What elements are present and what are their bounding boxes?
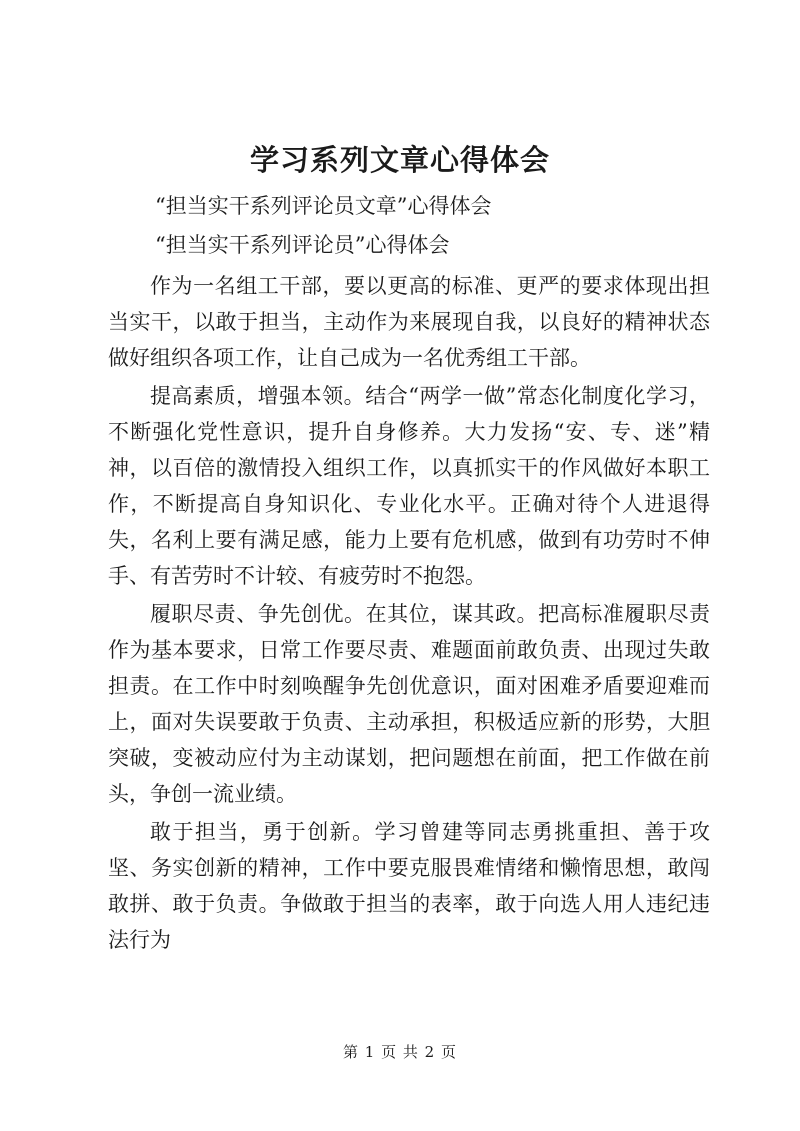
page-number: 第 1 页 共 2 页 <box>343 1043 457 1061</box>
document-body <box>108 268 710 960</box>
paragraph-dare-to-innovate: 敢于担当，勇于创新。学习曾建等同志勇挑重担、善于攻坚、务实创新的精神，工作中要克服畏难情绪和懒惰思想，敢闯敢拼、敢于负责。争做敢于担当的表率，敢于向选人用人违纪违法行为 <box>108 820 710 952</box>
paragraph-intro: 作为一名组工干部，要以更高的标准、更严的要求体现出担当实干，以敢于担当，主动作为来展现自我，以良好的精神状态做好组织各项工作，让自己成为一名优秀组工干部。 <box>108 274 710 370</box>
paragraph-fulfill-duties: 履职尽责、争先创优。在其位，谋其政。把高标准履职尽责作为基本要求，日常工作要尽责、难题面前敢负责、出现过失敢担责。在工作中时刻唤醒争先创优意识，面对困难矛盾要迎难而上，面对失误要敢于负责、主动承担，积极适应新的形势，大胆突破，变被动应付为主动谋划，把问题想在前面，把工作做在前头，争创一流业绩。 <box>108 602 710 806</box>
subtitle-2: “担当实干系列评论员”心得体会 <box>155 233 450 257</box>
paragraph-improve-quality: 提高素质，增强本领。结合“两学一做”常态化制度化学习，不断强化党性意识，提升自身修养。大力发扬“安、专、迷”精神，以百倍的激情投入组织工作，以真抓实干的作风做好本职工作，不断提高自身知识化、专业化水平。正确对待个人进退得失，名利上要有满足感，能力上要有危机感，做到有功劳时不伸手、有苦劳时不计较、有疲劳时不抱怨。 <box>108 384 710 588</box>
document-title: 学习系列文章心得体会 <box>249 143 550 177</box>
subtitle-1: “担当实干系列评论员文章”心得体会 <box>155 194 492 218</box>
